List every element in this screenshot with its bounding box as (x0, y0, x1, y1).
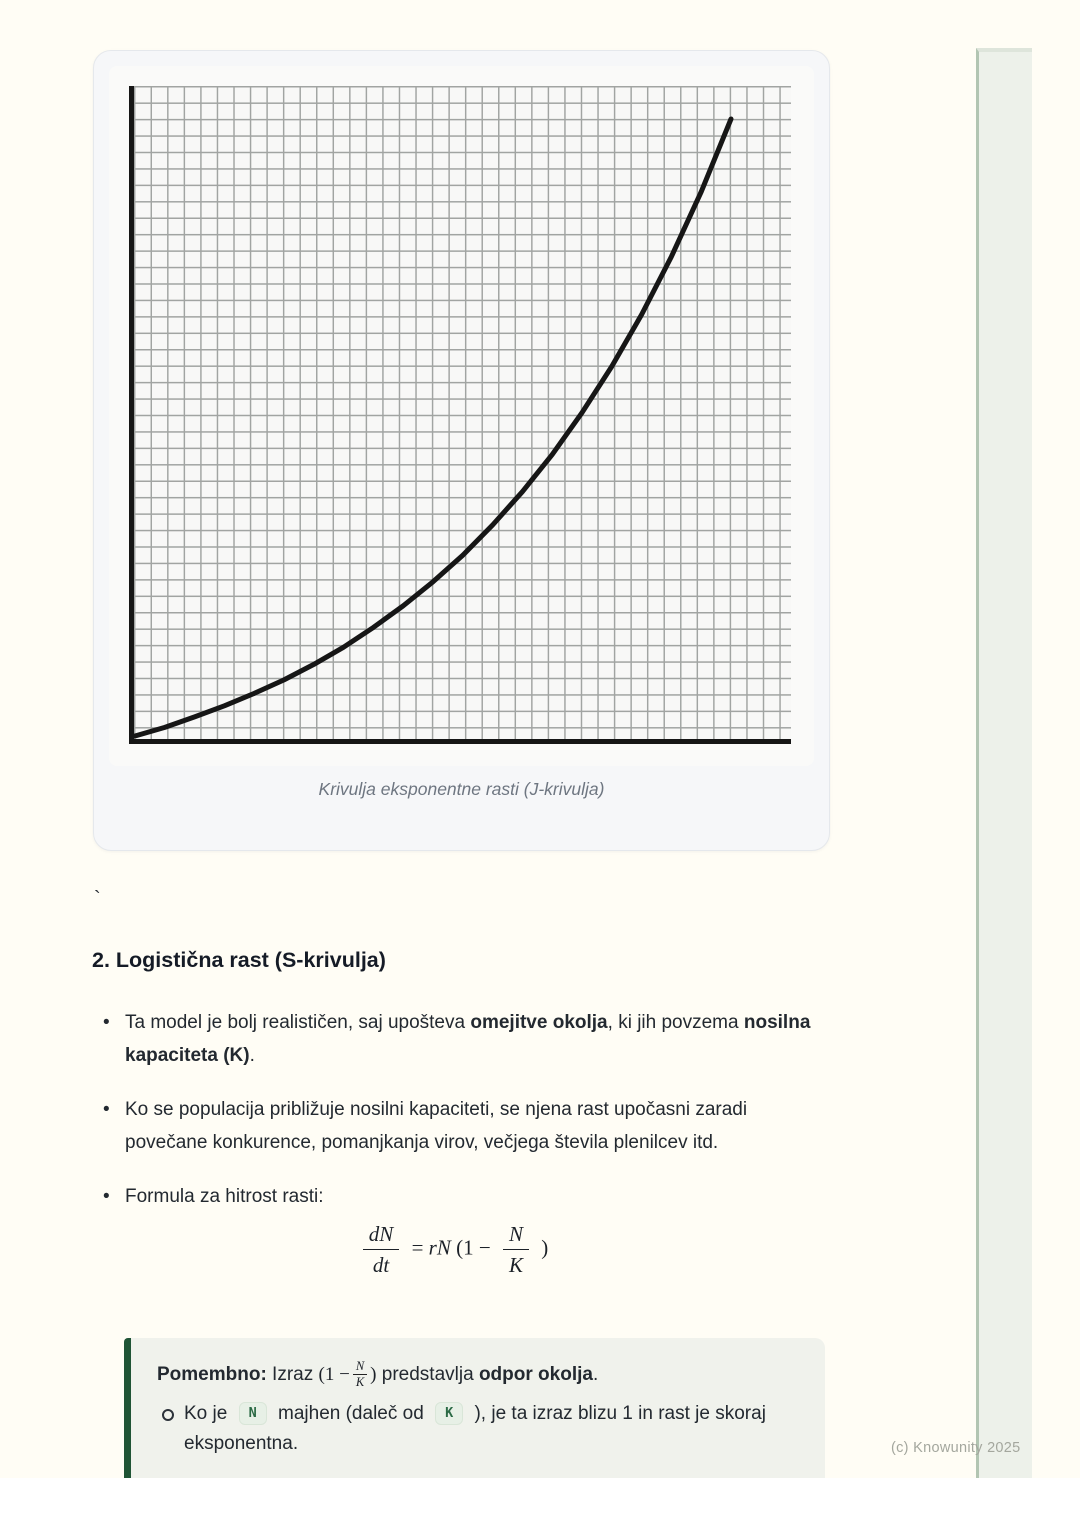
important-callout (124, 1338, 825, 1478)
figure-card (93, 50, 830, 851)
inline-fraction-N-K: $\frac{N}{K}$ (353, 1360, 367, 1389)
list-item-text: Ko se populacija približuje nosilni kapaciteti, se njena rast upočasni zaradi povečane konkurence, pomanjkanja virov, večjega števila plenilcev itd. (125, 1099, 748, 1153)
inline-formula (318, 1359, 377, 1390)
open-paren-term: (1 − (456, 1235, 491, 1260)
inline-code-chip: N (239, 1402, 267, 1425)
callout-text: . (592, 1364, 599, 1385)
equals-sign: = (411, 1235, 424, 1260)
bullet-dot-icon: • (103, 1099, 110, 1120)
fraction-N-K: $\frac{N}{K}$ (503, 1222, 529, 1277)
logistic-growth-formula (92, 1222, 812, 1277)
callout-line (157, 1360, 797, 1390)
bullet-list (92, 1006, 832, 1234)
list-item-text: Formula za hitrost rasti: (125, 1186, 324, 1207)
callout-text: Izraz (266, 1364, 319, 1385)
circle-bullet-icon (162, 1409, 174, 1421)
callout-text: predstavlja (376, 1364, 479, 1385)
callout-title: Pomembno: (157, 1364, 267, 1385)
callout-sub-text: Ko je N majhen (daleč od K ), je ta izraz blizu 1 in rast je skoraj eksponentna. (184, 1403, 766, 1454)
bullet-dot-icon: • (103, 1186, 110, 1207)
watermark: (c) Knowunity 2025 (891, 1440, 1021, 1456)
inline-close: ) (370, 1364, 377, 1385)
inline-open: (1 − (318, 1364, 350, 1385)
bullet-dot-icon: • (103, 1012, 110, 1033)
rN-term: rN (428, 1235, 451, 1260)
list-item (92, 1006, 832, 1072)
list-item-text: Ta model je bolj realističen, saj upošteva omejitve okolja, ki jih povzema nosilna kapaciteta (K). (125, 1012, 811, 1066)
callout-bold-phrase: odpor okolja (478, 1364, 593, 1385)
page-edge-strip (976, 48, 1032, 1478)
section-heading: 2. Logistična rast (S-krivulja) (92, 948, 386, 972)
inline-code-chip: K (435, 1402, 463, 1425)
callout-sub-bullet (157, 1399, 797, 1459)
fraction-dN-dt: $\frac{dN}{dt}$ (363, 1222, 400, 1277)
list-item (92, 1180, 832, 1213)
graph-grid (129, 86, 791, 744)
close-paren-term: ) (541, 1235, 549, 1260)
growth-curve-svg (134, 86, 791, 739)
graph-paper-photo (109, 66, 814, 766)
list-item (92, 1093, 832, 1159)
figure-caption: Krivulja eksponentne rasti (J-krivulja) (318, 779, 605, 799)
stray-backtick: ` (94, 888, 101, 910)
